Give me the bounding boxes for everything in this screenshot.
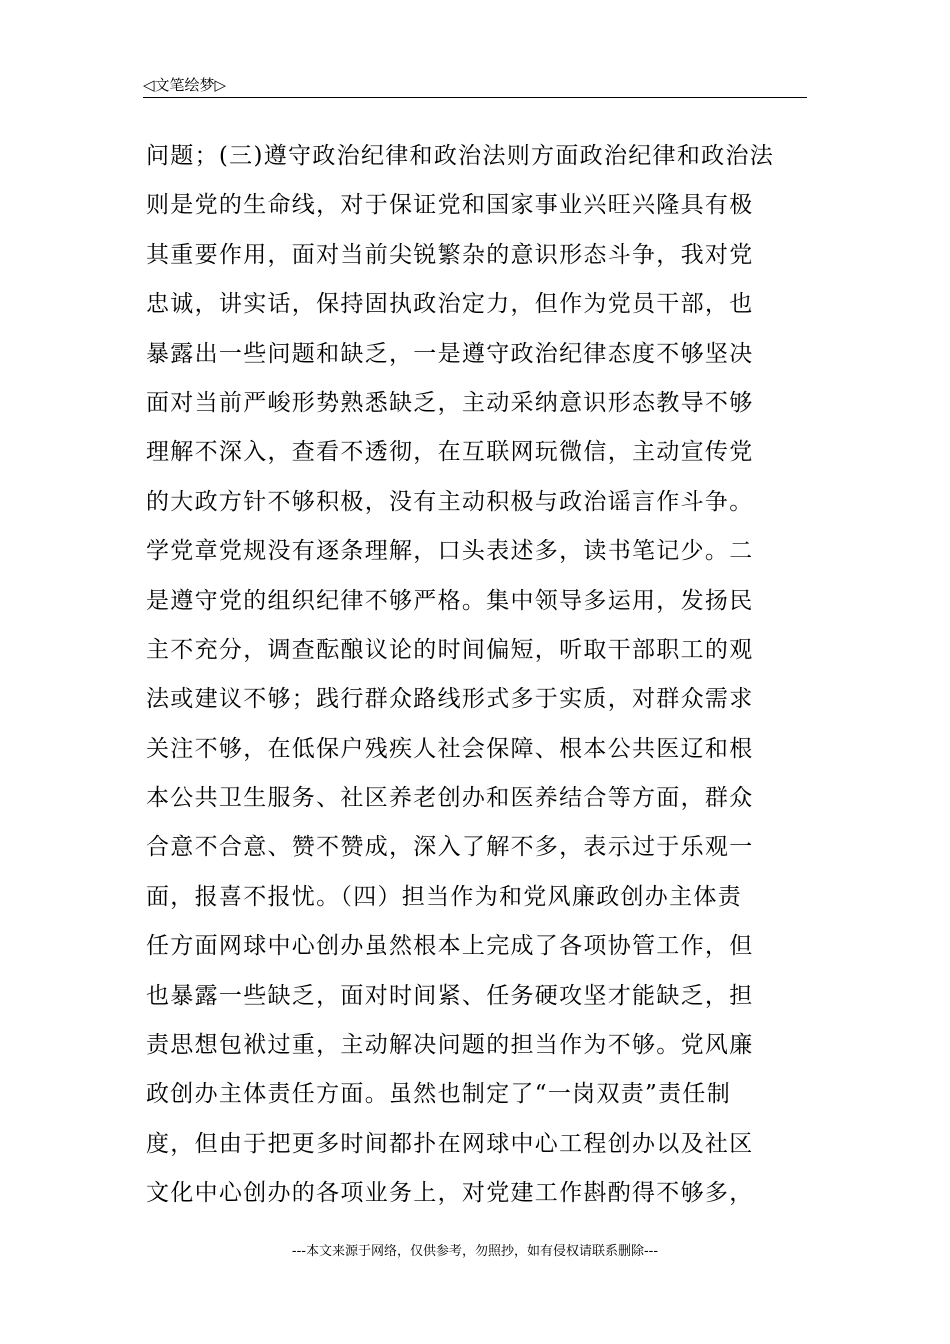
text-line: 则是党的生命线，对于保证党和国家事业兴旺兴隆具有极	[146, 192, 754, 219]
text-line: 法或建议不够；践行群众路线形式多于实质，对群众需求	[146, 686, 754, 713]
text-line: 其重要作用，面对当前尖锐繁杂的意识形态斗争，我对党	[146, 241, 754, 268]
text-line: 合意不合意、赞不赞成，深入了解不多，表示过于乐观一	[146, 834, 754, 861]
text-line: 政创办主体责任方面。虽然也制定了“一岗双责”责任制	[146, 1081, 732, 1108]
page-header	[143, 74, 807, 98]
header-title: ◁文笔绘梦▷	[143, 76, 227, 94]
text-line: 的大政方针不够积极，没有主动积极与政治谣言作斗争。	[146, 488, 754, 515]
text-line: 任方面网球中心创办虽然根本上完成了各项协管工作，但	[146, 933, 754, 960]
text-line: 度，但由于把更多时间都扑在网球中心工程创办以及社区	[146, 1130, 754, 1157]
text-line: 责思想包袱过重，主动解决问题的担当作为不够。党风廉	[146, 1032, 754, 1059]
text-line: 主不充分，调查酝酿议论的时间偏短，听取干部职工的观	[146, 636, 754, 663]
text-line: 文化中心创办的各项业务上，对党建工作斟酌得不够多，	[146, 1180, 754, 1207]
text-line: 问题；(三)遵守政治纪律和政治法则方面政治纪律和政治法	[146, 143, 775, 169]
document-body	[146, 132, 810, 1219]
text-line: 面，报喜不报忧。（四）担当作为和党风廉政创办主体责	[146, 883, 742, 910]
text-line: 学党章党规没有逐条理解，口头表述多，读书笔记少。二	[146, 538, 754, 565]
text-line: 面对当前严峻形势熟悉缺乏，主动采纳意识形态教导不够	[146, 389, 754, 416]
text-line: 是遵守党的组织纪律不够严格。集中领导多运用，发扬民	[146, 587, 754, 614]
page-footer: ---本文来源于网络，仅供参考，勿照抄，如有侵权请联系删除---	[291, 1244, 659, 1259]
text-line: 暴露出一些问题和缺乏，一是遵守政治纪律态度不够坚决	[146, 340, 754, 367]
text-line: 关注不够，在低保户残疾人社会保障、根本公共医辽和根	[146, 735, 754, 762]
text-line: 忠诚，讲实话，保持固执政治定力，但作为党员干部，也	[146, 291, 754, 318]
text-line: 也暴露一些缺乏，面对时间紧、任务硬攻坚才能缺乏，担	[146, 982, 754, 1009]
text-line: 理解不深入，查看不透彻，在互联网玩微信，主动宣传党	[146, 439, 754, 466]
text-line: 本公共卫生服务、社区养老创办和医养结合等方面，群众	[146, 785, 754, 812]
